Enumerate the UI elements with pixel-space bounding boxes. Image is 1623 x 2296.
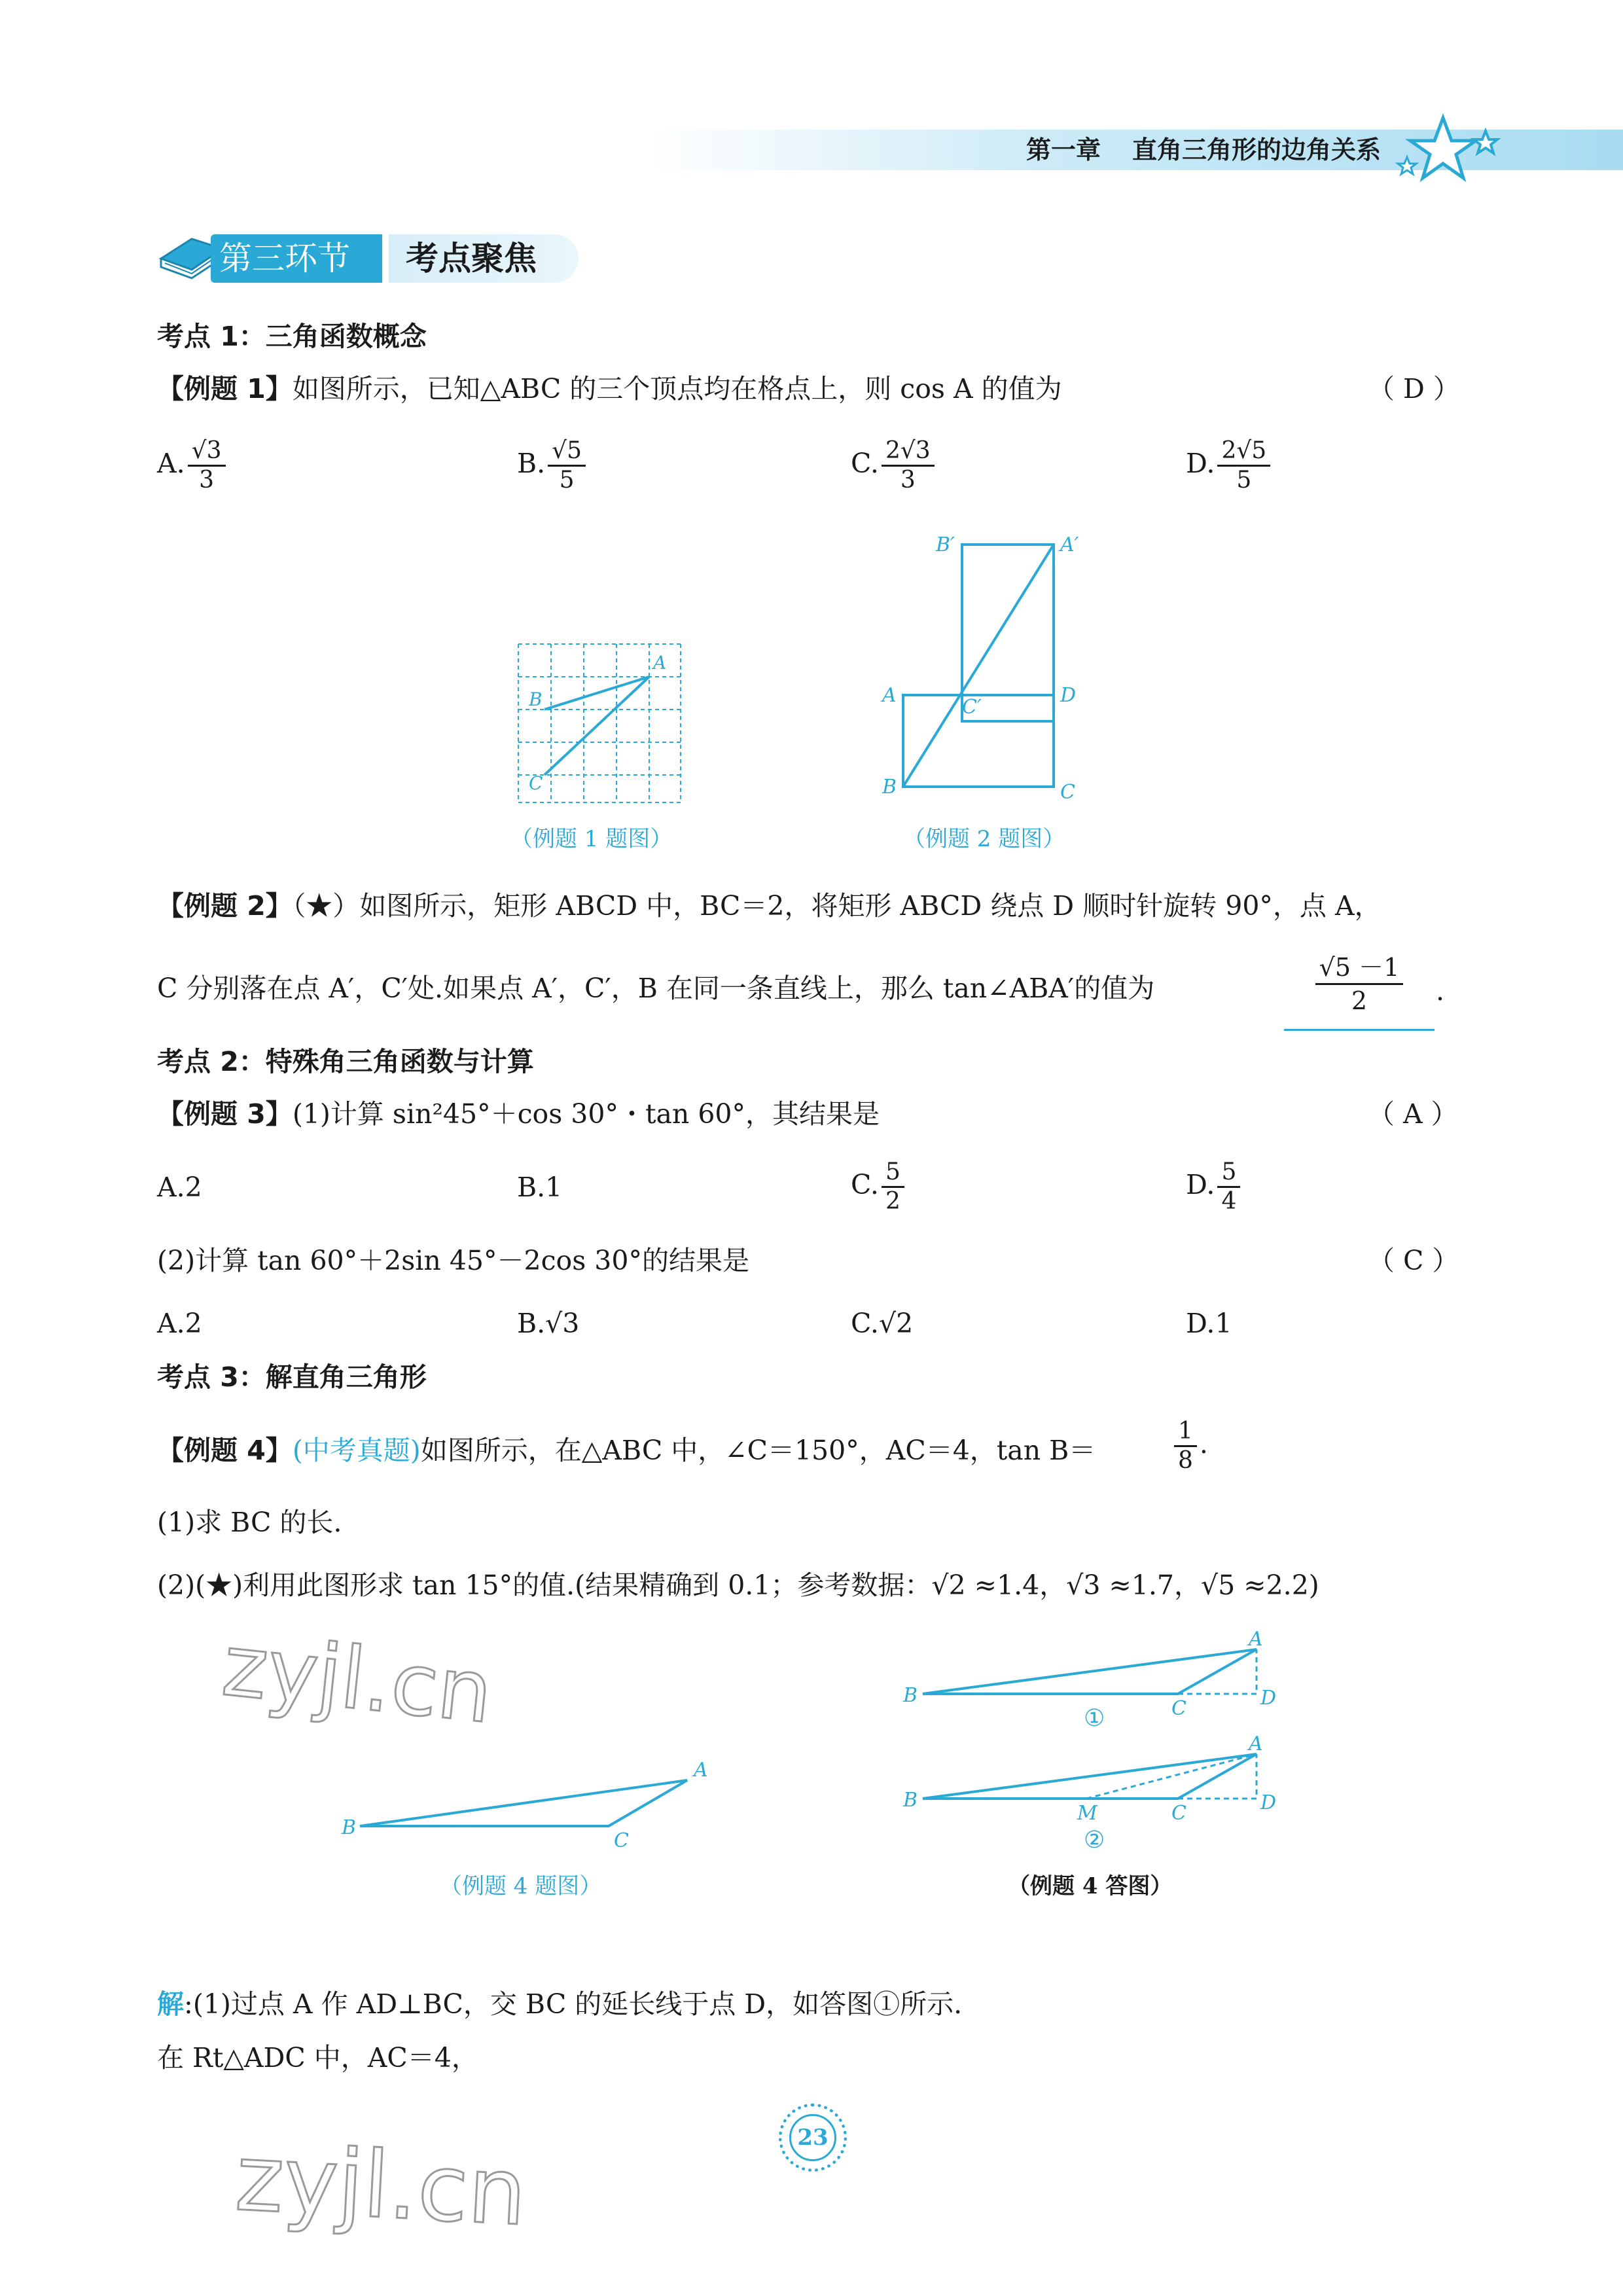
ex3-q1: (1)计算 sin²45°＋cos 30°・tan 60°，其结果是	[292, 1098, 880, 1130]
solution-line2: 在 Rt△ADC 中，AC＝4，	[157, 2042, 478, 2073]
ex4-text: 如图所示，在△ABC 中，∠C＝150°，AC＝4，tan B＝	[420, 1435, 1096, 1466]
ex1-answer: （ D ）	[1368, 373, 1460, 404]
ex1-option-c	[851, 437, 937, 494]
figure-4-answer-2	[890, 1728, 1296, 1833]
ex2-end: .	[1436, 975, 1445, 1007]
header-stars-icon	[1394, 111, 1512, 190]
fig1-label-b: B	[529, 689, 543, 710]
fig2-label-bprime: B′	[936, 533, 955, 556]
fig4a1-label-d: D	[1260, 1687, 1277, 1710]
frac-den: 4	[1221, 1188, 1237, 1215]
frac-num: 5	[882, 1158, 904, 1188]
ex4-q2-line	[157, 1568, 1319, 1602]
frac-num: 2√3	[882, 437, 935, 467]
ex3-q2-answer: （ C ）	[1368, 1245, 1459, 1276]
ex1-option-a	[157, 437, 228, 494]
figure-4-answer-caption: （例题 4 答图）	[1008, 1873, 1173, 1899]
ex1-line	[157, 372, 1062, 406]
fig4a2-label-b: B	[903, 1789, 918, 1812]
ex2-star: （★）	[292, 890, 360, 922]
frac-num: √5 －1	[1315, 952, 1404, 985]
page-number: 23	[797, 2125, 829, 2151]
ex3-q1-option-c	[851, 1158, 907, 1215]
section-title: 考点聚焦	[406, 240, 537, 278]
ex1-option-c-frac	[882, 437, 935, 494]
fig2-label-aprime: A′	[1060, 533, 1079, 556]
kp1-title: 考点 1：三角函数概念	[157, 321, 427, 352]
ex3-q2-option-c: C.√2	[851, 1308, 914, 1339]
ex1-option-b-frac	[548, 437, 586, 494]
solution-line1	[157, 1987, 962, 2021]
header-chapter-title: 直角三角形的边角关系	[1132, 135, 1382, 164]
figure-4-caption: （例题 4 题图）	[440, 1873, 602, 1899]
fig4a1-label-b: B	[903, 1684, 918, 1707]
ex3-q1-option-d	[1186, 1158, 1243, 1215]
solution-label: 解	[157, 1988, 184, 2020]
ex3-q2-option-a: A.2	[157, 1308, 202, 1339]
frac-den: 2	[1351, 986, 1368, 1015]
figure-2-caption: （例题 2 题图）	[903, 826, 1065, 852]
solution-line1-text: :(1)过点 A 作 AD⊥BC，交 BC 的延长线于点 D，如答图①所示.	[184, 1988, 963, 2020]
fig4a2-label-m: M	[1077, 1802, 1097, 1825]
ex1-option-d	[1186, 437, 1273, 494]
watermark-2: zyjl.cn	[233, 2125, 529, 2247]
ex4-frac-wrap	[1171, 1418, 1208, 1475]
ex3-line1	[157, 1097, 880, 1131]
fig1-label-c: C	[529, 772, 543, 794]
ex3-q1-option-a: A.2	[157, 1172, 202, 1203]
ex1-text: 如图所示，已知△ABC 的三个顶点均在格点上，则 cos A 的值为	[292, 373, 1062, 404]
fig2-label-c: C	[1060, 781, 1075, 804]
fig2-label-a: A	[882, 684, 897, 707]
ex1-option-a-frac	[188, 437, 226, 494]
frac-num: √3	[188, 437, 226, 467]
ex1-label: 【例题 1】	[157, 373, 293, 404]
fig1-label-a: A	[653, 652, 667, 673]
frac-num: 5	[1217, 1158, 1240, 1188]
figure-4-answer-1-number: ①	[1084, 1705, 1105, 1732]
fig4-label-c: C	[614, 1829, 629, 1852]
ex1-option-a-label: A.	[157, 448, 185, 479]
ex4-end: .	[1199, 1428, 1208, 1460]
ex3-q2: (2)计算 tan 60°＋2sin 45°－2cos 30°的结果是	[157, 1245, 749, 1276]
kp3-title: 考点 3：解直角三角形	[157, 1361, 427, 1393]
ex1-option-d-frac	[1217, 437, 1270, 494]
watermark-1: zyjl.cn	[218, 1615, 497, 1743]
page-number-badge	[779, 2104, 847, 2172]
ex2-line1	[157, 889, 1382, 923]
ex3-q2-option-d: D.1	[1186, 1308, 1232, 1339]
ex1-option-b	[517, 437, 588, 494]
fig4a2-label-a: A	[1249, 1732, 1263, 1755]
ex4-q2-star: (★)	[195, 1570, 243, 1601]
ex2-answer-frac	[1315, 952, 1404, 1016]
frac-den: 2	[885, 1188, 901, 1215]
fig4-label-a: A	[694, 1759, 708, 1782]
ex4-label: 【例题 4】	[157, 1435, 293, 1466]
ex1-option-b-label: B.	[517, 448, 546, 479]
frac-num: √5	[548, 437, 586, 467]
frac-den: 3	[900, 467, 916, 493]
ex2-line2: C 分别落在点 A′，C′处.如果点 A′，C′，B 在同一条直线上，那么 tan∠ABA′的值为	[157, 973, 1155, 1004]
header-chapter: 第一章	[1026, 135, 1101, 164]
ex4-frac	[1174, 1418, 1197, 1475]
ex3-q1-option-b: B.1	[517, 1172, 563, 1203]
fig2-label-b: B	[882, 776, 897, 798]
fig4a1-label-c: C	[1171, 1697, 1186, 1720]
ex1-option-c-label: C.	[851, 448, 879, 479]
ex3-q2-option-b: B.√3	[517, 1308, 580, 1339]
ex4-line	[157, 1433, 1096, 1467]
section-tag-label: 第三环节	[219, 240, 350, 278]
kp2-title: 考点 2：特殊角三角函数与计算	[157, 1046, 534, 1077]
fig4a2-label-c: C	[1171, 1802, 1186, 1825]
figure-1-grid	[504, 635, 687, 812]
ex4-q1: (1)求 BC 的长.	[157, 1507, 342, 1538]
ex2-label: 【例题 2】	[157, 890, 293, 922]
fig2-label-d: D	[1060, 684, 1077, 707]
figure-1-caption: （例题 1 题图）	[510, 826, 673, 852]
ex3-q1-option-c-frac	[882, 1158, 904, 1215]
fig4a1-label-a: A	[1249, 1628, 1263, 1651]
ex2-answer-blank	[1284, 948, 1435, 1031]
fig2-label-cprime: C′	[962, 696, 982, 719]
ex3-q1-option-c-label: C.	[851, 1169, 879, 1200]
ex3-q1-option-d-label: D.	[1186, 1169, 1215, 1200]
ex4-q2-text: 利用此图形求 tan 15°的值.(结果精确到 0.1；参考数据：√2 ≈1.4，√3 ≈1.7，√5 ≈2.2)	[243, 1570, 1319, 1601]
frac-den: 5	[1236, 467, 1252, 493]
ex4-source: (中考真题)	[292, 1435, 421, 1466]
figure-2-rectangles	[870, 524, 1106, 812]
figure-4-triangle	[334, 1754, 726, 1859]
ex3-label: 【例题 3】	[157, 1098, 293, 1130]
frac-den: 3	[199, 467, 215, 493]
figure-4-answer-2-number: ②	[1084, 1827, 1105, 1854]
ex3-q1-option-d-frac	[1217, 1158, 1240, 1215]
frac-den: 5	[559, 467, 575, 493]
ex1-option-d-label: D.	[1186, 448, 1215, 479]
ex4-q2-prefix: (2)	[157, 1570, 196, 1601]
fig4-label-b: B	[342, 1816, 357, 1839]
ex2-line1-text: 如图所示，矩形 ABCD 中，BC＝2，将矩形 ABCD 绕点 D 顺时针旋转 90°，点 A，	[359, 890, 1382, 922]
fig4a2-label-d: D	[1260, 1791, 1277, 1814]
frac-num: 2√5	[1217, 437, 1270, 467]
frac-den: 8	[1178, 1447, 1193, 1474]
frac-num: 1	[1174, 1418, 1197, 1447]
ex3-q1-answer: （ A ）	[1368, 1098, 1458, 1130]
